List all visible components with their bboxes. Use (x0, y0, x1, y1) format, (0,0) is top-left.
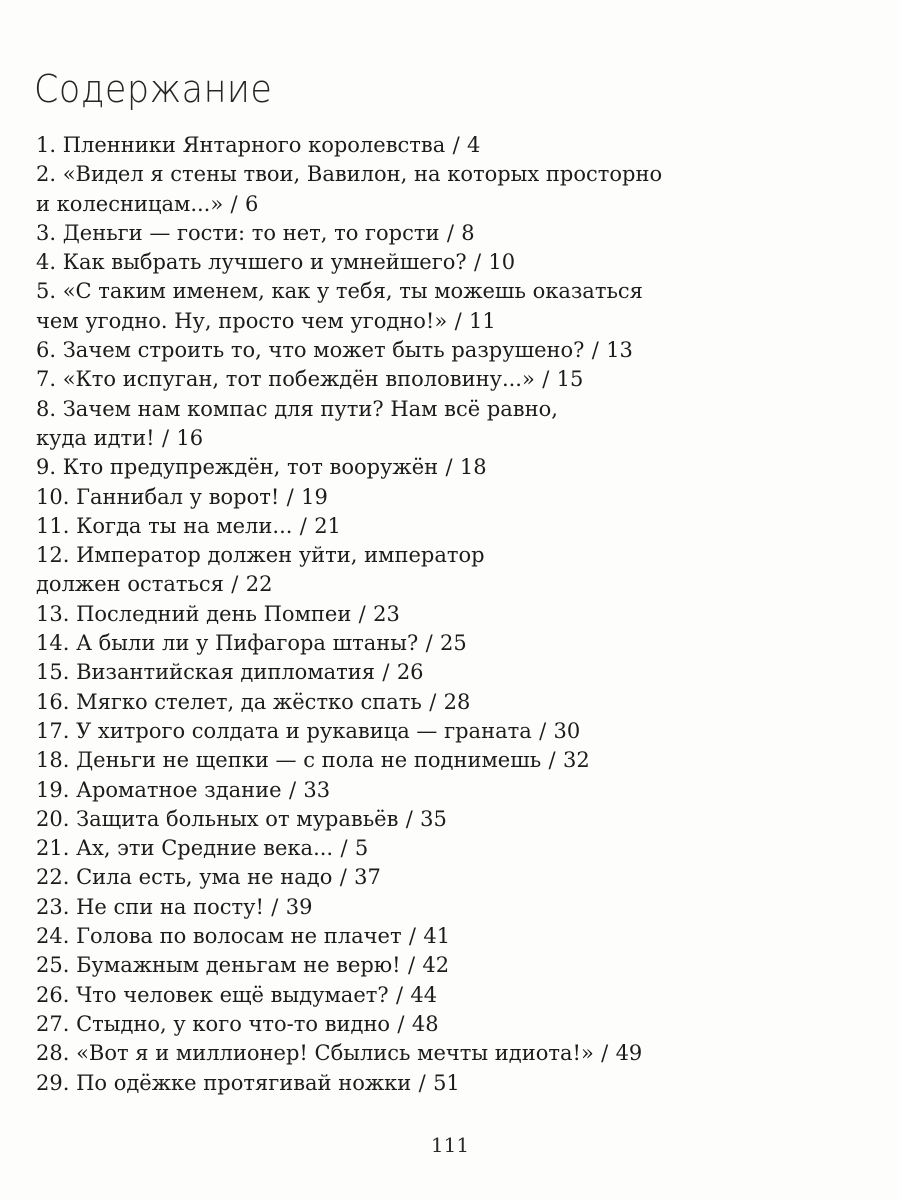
toc-separator: / (271, 894, 279, 919)
page-number: 111 (430, 1133, 470, 1157)
toc-page-number: 21 (314, 513, 341, 538)
toc-page-number: 19 (301, 484, 328, 509)
toc-entry-title: 11. Когда ты на мели... (36, 513, 293, 538)
toc-entry-title: 29. По одёжке протягивай ножки (36, 1070, 412, 1095)
toc-entry-title: 8. Зачем нам компас для пути? Нам всё равно, (36, 396, 558, 421)
page-title: Содержание (34, 67, 273, 112)
toc-entry-line (36, 600, 876, 629)
toc-entry-line (36, 336, 876, 365)
toc-entry-title: должен остаться (36, 572, 224, 597)
toc-separator: / (591, 338, 599, 363)
toc-separator: / (161, 425, 170, 450)
toc-separator: / (230, 191, 238, 216)
toc-entry-line (36, 717, 876, 746)
toc-page-number: 6 (244, 191, 259, 216)
toc-page-number: 16 (176, 425, 204, 450)
toc-separator: / (397, 1011, 405, 1036)
toc-page-number: 33 (303, 777, 331, 802)
toc-entry-line (36, 805, 876, 834)
toc-entry-title: 26. Что человек ещё выдумает? (36, 982, 389, 1007)
toc-entry-line (36, 277, 876, 306)
toc-separator: / (288, 777, 297, 802)
toc-entry-title: 15. Византийская дипломатия (36, 660, 376, 685)
toc-entry-line (36, 570, 876, 599)
toc-page-number: 15 (556, 367, 584, 392)
toc-separator: / (382, 660, 390, 685)
toc-separator: / (601, 1041, 609, 1066)
toc-page-number: 25 (440, 631, 467, 656)
toc-entry-line (36, 1010, 876, 1039)
toc-page-number: 28 (443, 689, 471, 714)
toc-entry-line (36, 131, 876, 160)
toc-separator: / (286, 484, 294, 509)
toc-separator: / (231, 572, 239, 597)
toc-entry-line (36, 453, 876, 482)
toc-page-number: 23 (373, 601, 400, 626)
toc-entry-title: 9. Кто предупреждён, тот вооружён (36, 455, 439, 480)
toc-entry-title: 13. Последний день Помпеи (36, 601, 352, 626)
toc-separator: / (454, 308, 462, 333)
toc-separator: / (340, 836, 348, 861)
toc-entry-line (36, 629, 876, 658)
toc-entry-title: 2. «Видел я стены твои, Вавилон, на которых просторно (36, 162, 663, 187)
toc-separator: / (405, 806, 413, 831)
toc-page-number: 8 (461, 220, 475, 245)
toc-page-number: 37 (354, 865, 381, 890)
toc-separator: / (407, 953, 416, 978)
toc-page-number: 32 (562, 748, 590, 773)
toc-page-number: 10 (488, 250, 516, 275)
toc-separator: / (339, 865, 347, 890)
toc-entry-line (36, 512, 876, 541)
toc-separator: / (418, 1070, 426, 1095)
toc-entry-line (36, 541, 876, 570)
toc-separator: / (395, 982, 404, 1007)
toc-separator: / (474, 250, 482, 275)
toc-entry-line (36, 483, 876, 512)
toc-entry-title: 20. Защита больных от муравьёв (36, 806, 399, 831)
toc-separator: / (429, 689, 437, 714)
toc-separator: / (425, 631, 433, 656)
toc-entry-title: 19. Ароматное здание (36, 777, 282, 802)
toc-separator: / (548, 748, 556, 773)
toc-page-number: 4 (467, 133, 481, 157)
toc-separator: / (452, 133, 460, 157)
toc-entry-title: куда идти! (36, 425, 155, 450)
toc-page-number: 39 (285, 894, 313, 919)
toc-entry-title: 27. Стыдно, у кого что-то видно (36, 1011, 391, 1036)
toc-entry-title: 23. Не спи на посту! (36, 894, 264, 919)
toc-entry-title: 16. Мягко стелет, да жёстко спать (36, 689, 422, 714)
table-of-contents (36, 131, 876, 1098)
toc-entry-line (36, 658, 876, 687)
toc-entry-line (36, 365, 876, 394)
toc-entry-title: 6. Зачем строить то, что может быть разрушено? (36, 338, 585, 363)
toc-page-number: 49 (615, 1041, 643, 1066)
toc-page-number: 41 (423, 924, 451, 949)
toc-page-number: 13 (606, 338, 633, 363)
toc-entry-title: 25. Бумажным деньгам не верю! (36, 953, 401, 978)
toc-page-number: 35 (420, 806, 447, 831)
toc-separator: / (542, 367, 550, 392)
toc-entry-line (36, 746, 876, 775)
toc-entry-line (36, 190, 876, 219)
toc-page-number: 30 (553, 718, 581, 743)
toc-entry-line (36, 951, 876, 980)
toc-page-number: 26 (396, 660, 424, 685)
toc-entry-title: 12. Император должен уйти, император (36, 543, 485, 568)
toc-separator: / (358, 601, 366, 626)
toc-entry-title: 21. Ах, эти Средние века... (36, 836, 334, 861)
toc-entry-line (36, 1069, 876, 1098)
toc-entry-line (36, 307, 876, 336)
toc-entry-title: 1. Пленники Янтарного королевства (36, 133, 446, 157)
toc-entry-title: 22. Сила есть, ума не надо (36, 865, 333, 890)
toc-entry-line (36, 424, 876, 453)
toc-entry-title: чем угодно. Ну, просто чем угодно!» (36, 308, 448, 333)
toc-entry-title: 17. У хитрого солдата и рукавица — граната (36, 718, 532, 743)
toc-entry-title: 10. Ганнибал у ворот! (36, 484, 280, 509)
toc-entry-title: и колесницам...» (36, 191, 224, 216)
toc-entry-line (36, 248, 876, 277)
toc-entry-line (36, 776, 876, 805)
toc-entry-line (36, 893, 876, 922)
toc-separator: / (539, 718, 547, 743)
toc-page-number: 44 (410, 982, 438, 1007)
toc-entry-line (36, 834, 876, 863)
toc-entry-line (36, 922, 876, 951)
toc-entry-title: 28. «Вот я и миллионер! Сбылись мечты идиота!» (36, 1041, 594, 1066)
toc-page-number: 51 (433, 1070, 460, 1095)
toc-entry-line (36, 219, 876, 248)
toc-page-number: 22 (245, 572, 273, 597)
toc-entry-title: 5. «С таким именем, как у тебя, ты можешь оказаться (36, 279, 643, 304)
toc-entry-title: 18. Деньги не щепки — с пола не поднимешь (36, 748, 542, 773)
toc-entry-title: 14. А были ли у Пифагора штаны? (36, 631, 419, 656)
toc-entry-line (36, 688, 876, 717)
toc-entry-line (36, 863, 876, 892)
toc-page-number: 5 (354, 836, 369, 861)
toc-page-number: 48 (411, 1011, 439, 1036)
toc-separator: / (445, 455, 453, 480)
toc-entry-title: 4. Как выбрать лучшего и умнейшего? (36, 250, 467, 275)
toc-separator: / (299, 513, 307, 538)
toc-page-number: 42 (422, 953, 450, 978)
toc-page-number: 11 (469, 308, 496, 333)
toc-page-number: 18 (459, 455, 487, 480)
toc-entry-title: 7. «Кто испуган, тот побеждён вполовину...» (36, 367, 535, 392)
toc-separator: / (446, 220, 454, 245)
toc-separator: / (408, 924, 416, 949)
toc-entry-line (36, 1039, 876, 1068)
toc-entry-title: 24. Голова по волосам не плачет (36, 924, 402, 949)
toc-entry-line (36, 395, 876, 424)
toc-entry-title: 3. Деньги — гости: то нет, то горсти (36, 220, 440, 245)
toc-entry-line (36, 981, 876, 1010)
toc-entry-line (36, 160, 876, 189)
